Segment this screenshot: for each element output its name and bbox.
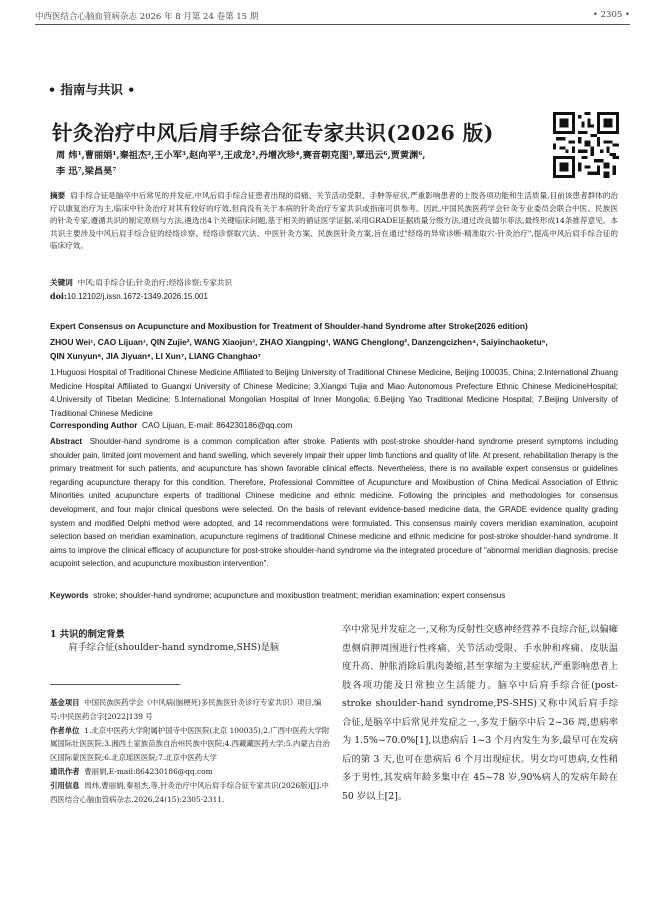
units-text: 1.北京中医药大学附属护国寺中医医院(北京 100035);2.广西中医药大学附属国际壮医医院;3.湘西土家族苗族自治州民族中医院;4.西藏藏医药大学;5.内蒙古自治区国际蒙医医院;6.北京瑶医医院;7.北京中医药大学 <box>50 725 330 763</box>
doi-value[interactable]: 10.12102/j.issn.1672-1349.2026.15.001 <box>66 292 208 301</box>
body-text-col1: 肩手综合征(shoulder-hand syndrome,SHS)是脑 <box>68 642 280 653</box>
doi <box>50 291 208 301</box>
qr-code-icon <box>553 112 619 178</box>
footnote-corr <box>50 765 330 779</box>
body-text-col2: 卒中常见并发症之一,又称为反射性交感神经营养不良综合征,以偏瘫患侧肩胛周围进行性疼痛、关节活动受限、手水肿和疼痛、皮肤温度升高、肿胀消除后肌肉萎缩,甚至挛缩为主要症状,严重影响患者上肢各项功能及日常独立生活能力。脑卒中后肩手综合征(post-stroke shoulder-hand syndrome,PS-SHS)又称中风后肩手综合征,是脑卒中后常见并发症之一,多发于脑卒中后 2~36 周,患病率为 1.5%~70.0%[1],以患病后 1~3 个月内发生为多,最早可在发病后的第 3 天,也可在患病后 6 个月出现症状。男女均可患病,女性稍多于男性,其发病年龄多集中在 45~78 岁,90%病人的发病年龄在 50 岁以上[2]。 <box>342 624 618 802</box>
keywords-en <box>50 591 618 600</box>
corr-en-label: Corresponding Author <box>50 421 138 430</box>
footnote-fund <box>50 696 330 724</box>
fund-text: 中国民族医药学会《中风病(脑梗死)多民族医针灸诊疗专家共识》项目,编号:中民医药合字[2022]139 号 <box>50 698 322 721</box>
corresponding-author-en <box>50 421 618 430</box>
keywords-en-label: Keywords <box>50 591 89 600</box>
header-rule <box>35 24 630 25</box>
corr-en-text: CAO Lijuan, E-mail: 864230186@qq.com <box>142 421 293 430</box>
abstract-en-text: Shoulder-hand syndrome is a common complication after stroke. Patients with post-stroke shoulder-hand syndrome present symptoms including shoulder pain, limited joint movement and hand swelling, which severely impair their upper limb functions and quality of life. At present, rehabilitation therapy is the primary treatment for such patients, and acupuncture has shown favorable clinical effects. Nevertheless, there is no available expert consensus or guidelines regarding acupuncture therapy for this condition. Therefore, Professional Committee of Acupuncture and Moxibustion of China Medical Association of Ethnic Minorities united acupuncture experts of traditional Chinese medicine and ethnic medicine. Following the principles and methodologies for consensus development, and four major clinical questions were selected. On the basis of relevant evidence-based medicine data, the GRADE evidence quality grading system and modified Delphi method were adopted, and 14 recommendations were formulated. This consensus mainly covers meridian examination, acupoint selection based on meridian examination, acupuncture regimens of traditional Chinese medicine and ethnic medicine for post-stroke shoulder-hand syndrome. It aims to improve the clinical efficacy of acupuncture for post-stroke shoulder-hand syndrome via the integrated procedure of "abnormal meridian diagnosis, precise acupoint selection, and acupuncture moxibustion intervention". <box>50 437 618 569</box>
keywords-cn <box>50 277 618 288</box>
abstract-cn-text: 肩手综合征是脑卒中后常见的并发症,中风后肩手综合征患者出现的肩痛、关节活动受限、手肿等症状,严重影响患者的上肢各项功能和生活质量,目前该患者群体的治疗以康复治疗为主,临床中针灸治疗对其有较好的疗效,但尚没有关于本病的针灸治疗专家共识或指南可供参考。因此,中国民族医药学会针灸专业委员会联合中医、民族医的针灸专家,遵循共识的制定原则与方法,遴选出4个关键临床问题,基于相关的循证医学证据,采用GRADE证据质量分级方法,通过改良德尔菲法,最终形成14条推荐意见。本共识主要涉及中风后肩手综合征的经络诊察、经络诊察取穴法、中医针灸方案、民族医针灸方案,旨在通过"经络的异常诊断-精准取穴-针灸治疗",提高中风后肩手综合征的临床疗效。 <box>50 191 619 251</box>
footnotes <box>50 696 330 806</box>
page-number: • 2305 • <box>592 10 630 20</box>
cite-text: 周炜,曹丽娟,秦祖杰,等.针灸治疗中风后肩手综合征专家共识(2026版)[J].中西医结合心脑血管病杂志,2026,24(15):2305-2311. <box>50 780 329 804</box>
author-line-1: 周 炜¹,曹丽娟¹,秦祖杰²,王小军³,赵向平³,王成龙²,丹增次珍⁴,赛音朝克图⁵,覃迅云⁶,贾黄渊⁶, <box>56 150 426 161</box>
corr-text: 曹丽娟,E-mail:864230186@qq.com <box>84 766 213 776</box>
footnote-rule <box>50 684 180 685</box>
author-en-line-1: ZHOU Wei¹, CAO Lijuan¹, QIN Zujie², WANG Xiaojun³, ZHAO Xiangping³, WANG Chenglong², Danzengcizhen⁴, Saiyinchaoketu⁵, <box>50 337 548 347</box>
heading-background: 1 共识的制定背景 <box>50 629 125 640</box>
units-label: 作者单位 <box>50 725 80 735</box>
footnote-units <box>50 724 330 765</box>
cite-label: 引用信息 <box>50 780 80 790</box>
abstract-en-label: Abstract <box>50 437 83 446</box>
author-line-2: 李 迅⁷,梁昌昊⁷ <box>56 166 117 177</box>
abstract-en <box>50 435 618 571</box>
abstract-cn <box>50 190 618 253</box>
corr-label: 通讯作者 <box>50 766 80 776</box>
abstract-cn-label: 摘要 <box>50 191 66 200</box>
fund-label: 基金项目 <box>50 698 80 707</box>
keywords-cn-text: 中风;肩手综合征;针灸治疗;经络诊察;专家共识 <box>77 278 233 287</box>
journal-info: 中西医结合心脑血管病杂志 2026 年 8 月第 24 卷第 15 期 <box>35 12 259 22</box>
running-header <box>35 10 630 22</box>
article-title: 针灸治疗中风后肩手综合征专家共识(2026 版) <box>52 121 494 145</box>
keywords-en-text: stroke; shoulder-hand syndrome; acupuncture and moxibustion treatment; meridian examination; expert consensus <box>93 591 506 600</box>
doi-label: doi: <box>50 291 67 301</box>
affiliations-en: 1.Huguosi Hospital of Traditional Chinese Medicine Affiliated to Beijing University of Traditional Chinese Medicine, Beijing 100035, China; 2.International Zhuang Medicine Hospital Affiliated to Guangxi University of Chinese Medicine; 3.Xiangxi Tujia and Miao Autonomous Prefecture Ethnic Chinese MedicineHospital; 4.University of Tibetan Medicine; 5.International Mongolian Hospital of Inner Mongolia; 6.Beijing Yao Traditional Medicine Hospital; 7.Beijing University of Traditional Chinese Medicine <box>50 368 618 418</box>
section-label: • 指南与共识 • <box>48 82 136 97</box>
author-list-cn <box>56 148 536 180</box>
footnote-cite <box>50 779 330 807</box>
keywords-cn-label: 关键词 <box>50 278 73 287</box>
author-en-line-2: QIN Xunyun⁶, JIA Jiyuan⁶, LI Xun⁷, LIANG Changhao⁷ <box>50 350 262 361</box>
author-list-en <box>50 336 618 363</box>
title-en: Expert Consensus on Acupuncture and Moxibustion for Treatment of Shoulder-hand Syndrome after Stroke(2026 edition) <box>50 321 528 331</box>
